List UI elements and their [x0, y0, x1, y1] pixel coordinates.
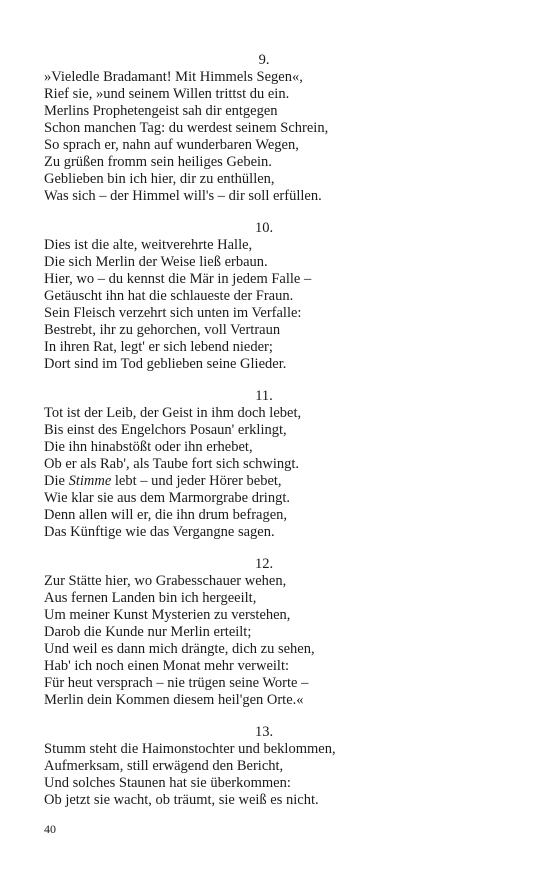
stanza-11 [44, 388, 484, 541]
verse-line: Merlins Prophetengeist sah dir entgegen [44, 103, 278, 119]
stanza-12 [44, 556, 484, 709]
stanza-10 [44, 220, 484, 373]
stanza-number: 13. [254, 724, 274, 740]
verse-line: Bis einst des Engelchors Posaun' erklingt, [44, 422, 287, 438]
verse-line: »Vieledle Bradamant! Mit Himmels Segen«, [44, 69, 303, 85]
verse-line: Zur Stätte hier, wo Grabesschauer wehen, [44, 573, 287, 589]
verse-line: Tot ist der Leib, der Geist in ihm doch lebet, [44, 405, 302, 421]
stanza-number: 12. [254, 556, 274, 572]
stanza-number: 10. [254, 220, 274, 236]
verse-line: Die ihn hinabstößt oder ihn erhebet, [44, 439, 253, 455]
verse-line: Denn allen will er, die ihn drum befragen, [44, 507, 288, 523]
verse-line: Aufmerksam, still erwägend den Bericht, [44, 758, 284, 774]
verse-line: Dies ist die alte, weitverehrte Halle, [44, 237, 253, 253]
verse-line: Hab' ich noch einen Monat mehr verweilt: [44, 658, 290, 674]
verse-line: Rief sie, »und seinem Willen trittst du ein. [44, 86, 290, 102]
stanza-number: 9. [258, 52, 270, 68]
stanza-9 [44, 52, 484, 205]
verse-line: Stumm steht die Haimonstochter und beklommen, [44, 741, 336, 757]
verse-line: Ob jetzt sie wacht, ob träumt, sie weiß es nicht. [44, 792, 319, 808]
verse-line: Bestrebt, ihr zu gehorchen, voll Vertraun [44, 322, 281, 338]
verse-line: Zu grüßen fromm sein heiliges Gebein. [44, 154, 272, 170]
verse-line: Ob er als Rab', als Taube fort sich schwingt. [44, 456, 300, 472]
verse-line: Was sich – der Himmel will's – dir soll erfüllen. [44, 188, 322, 204]
verse-line: Dort sind im Tod geblieben seine Glieder. [44, 356, 287, 372]
verse-line: Merlin dein Kommen diesem heil'gen Orte.« [44, 692, 304, 708]
verse-line-with-italic: Die Stimme lebt – und jeder Hörer bebet, [44, 473, 282, 489]
verse-line: Geblieben bin ich hier, dir zu enthüllen, [44, 171, 275, 187]
verse-line: In ihren Rat, legt' er sich lebend nieder; [44, 339, 273, 355]
verse-line: Und solches Staunen hat sie überkommen: [44, 775, 291, 791]
verse-line: Schon manchen Tag: du werdest seinem Schrein, [44, 120, 329, 136]
verse-line: Wie klar sie aus dem Marmorgrabe dringt. [44, 490, 290, 506]
stanza-number: 11. [255, 388, 273, 404]
verse-line: Sein Fleisch verzehrt sich unten im Verfalle: [44, 305, 302, 321]
verse-line: Für heut versprach – nie trügen seine Worte – [44, 675, 309, 691]
verse-line: Um meiner Kunst Mysterien zu verstehen, [44, 607, 291, 623]
verse-line: Und weil es dann mich drängte, dich zu sehen, [44, 641, 315, 657]
verse-line: Aus fernen Landen bin ich hergeeilt, [44, 590, 257, 606]
page-number: 40 [44, 822, 56, 836]
verse-line: So sprach er, nahn auf wunderbaren Wegen, [44, 137, 299, 153]
verse-line: Getäuscht ihn hat die schlaueste der Fraun. [44, 288, 294, 304]
verse-line: Hier, wo – du kennst die Mär in jedem Falle – [44, 271, 312, 287]
stanza-13 [44, 724, 484, 809]
verse-line: Das Künftige wie das Vergangne sagen. [44, 524, 275, 540]
verse-line: Die sich Merlin der Weise ließ erbaun. [44, 254, 268, 270]
italic-word: Stimme [68, 473, 112, 489]
verse-line: Darob die Kunde nur Merlin erteilt; [44, 624, 252, 640]
